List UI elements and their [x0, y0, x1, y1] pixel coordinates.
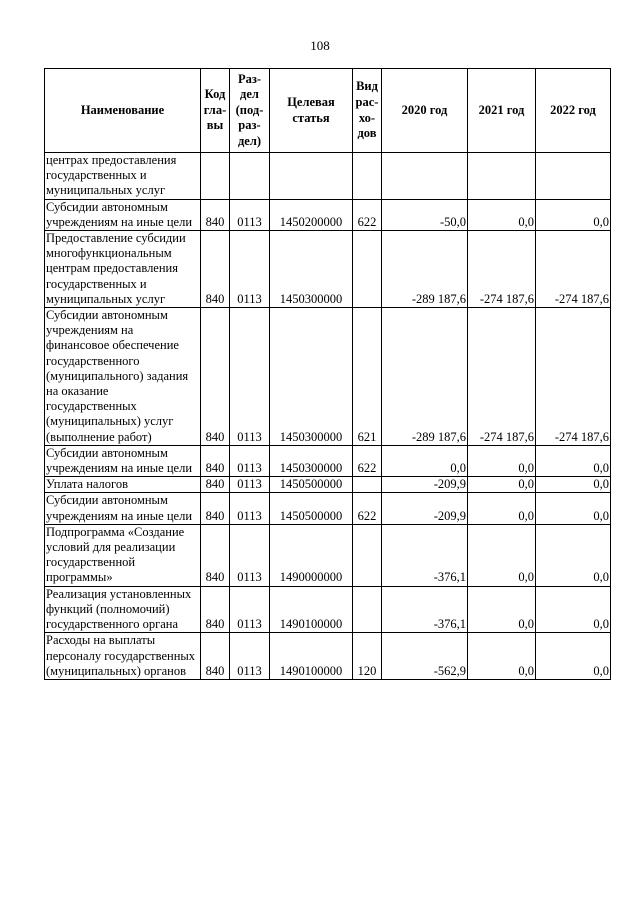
row-statya: 1450200000 — [270, 199, 353, 230]
row-statya: 1490100000 — [270, 633, 353, 680]
row-vid — [353, 231, 382, 308]
row-razdel: 0113 — [230, 199, 270, 230]
row-2022: 0,0 — [536, 477, 611, 493]
row-vid: 622 — [353, 493, 382, 524]
row-statya: 1450500000 — [270, 477, 353, 493]
row-glava: 840 — [201, 586, 230, 633]
row-2021: 0,0 — [468, 445, 536, 476]
row-statya: 1450300000 — [270, 231, 353, 308]
row-2020: -376,1 — [382, 524, 468, 586]
row-vid: 120 — [353, 633, 382, 680]
table-row — [45, 477, 611, 493]
row-vid: 621 — [353, 308, 382, 446]
row-2021: 0,0 — [468, 633, 536, 680]
row-2021 — [468, 153, 536, 200]
row-2021: 0,0 — [468, 493, 536, 524]
row-2021: -274 187,6 — [468, 308, 536, 446]
header-statya: Целевая статья — [270, 69, 353, 153]
row-glava: 840 — [201, 231, 230, 308]
row-name: Субсидии автономным учреждениям на финансовое обеспечение государственного (муниципального) задания на оказание государственных (муниципальных) услуг (выполнение работ) — [45, 308, 201, 446]
table-row — [45, 308, 611, 446]
row-razdel: 0113 — [230, 524, 270, 586]
row-2022: 0,0 — [536, 199, 611, 230]
row-2022: -274 187,6 — [536, 231, 611, 308]
row-vid: 622 — [353, 199, 382, 230]
table-row — [45, 445, 611, 476]
header-2020: 2020 год — [382, 69, 468, 153]
row-name: Субсидии автономным учреждениям на иные цели — [45, 493, 201, 524]
row-statya: 1490000000 — [270, 524, 353, 586]
row-2020: -209,9 — [382, 493, 468, 524]
row-2022: 0,0 — [536, 445, 611, 476]
header-vid: Вид рас- хо- дов — [353, 69, 382, 153]
header-razdel: Раз- дел (под- раз- дел) — [230, 69, 270, 153]
row-2021: 0,0 — [468, 586, 536, 633]
row-statya: 1450300000 — [270, 308, 353, 446]
row-glava: 840 — [201, 633, 230, 680]
row-vid: 622 — [353, 445, 382, 476]
row-statya: 1450500000 — [270, 493, 353, 524]
row-name: Субсидии автономным учреждениям на иные цели — [45, 445, 201, 476]
row-name: Предоставление субсидии многофункциональным центрам предоставления государственных и муниципальных услуг — [45, 231, 201, 308]
row-2020: -50,0 — [382, 199, 468, 230]
row-2020: -289 187,6 — [382, 308, 468, 446]
row-statya: 1490100000 — [270, 586, 353, 633]
row-2021: -274 187,6 — [468, 231, 536, 308]
row-razdel — [230, 153, 270, 200]
row-razdel: 0113 — [230, 231, 270, 308]
row-razdel: 0113 — [230, 586, 270, 633]
row-razdel: 0113 — [230, 477, 270, 493]
row-vid — [353, 586, 382, 633]
row-name: Реализация установленных функций (полномочий) государственного органа — [45, 586, 201, 633]
row-razdel: 0113 — [230, 308, 270, 446]
row-glava: 840 — [201, 493, 230, 524]
row-2022: 0,0 — [536, 633, 611, 680]
row-2020: -562,9 — [382, 633, 468, 680]
table-row — [45, 586, 611, 633]
row-glava — [201, 153, 230, 200]
row-glava: 840 — [201, 445, 230, 476]
row-glava: 840 — [201, 477, 230, 493]
row-name: Расходы на выплаты персоналу государственных (муниципальных) органов — [45, 633, 201, 680]
row-vid — [353, 153, 382, 200]
row-name: центрах предоставления государственных и муниципальных услуг — [45, 153, 201, 200]
page-number: 108 — [310, 38, 330, 53]
row-2020: -376,1 — [382, 586, 468, 633]
row-2022 — [536, 153, 611, 200]
row-2020: 0,0 — [382, 445, 468, 476]
row-name: Подпрограмма «Создание условий для реализации государственной программы» — [45, 524, 201, 586]
row-name: Субсидии автономным учреждениям на иные цели — [45, 199, 201, 230]
header-row — [45, 69, 611, 153]
row-name: Уплата налогов — [45, 477, 201, 493]
header-2021: 2021 год — [468, 69, 536, 153]
table-row — [45, 493, 611, 524]
row-glava: 840 — [201, 199, 230, 230]
table-row — [45, 231, 611, 308]
row-2022: 0,0 — [536, 524, 611, 586]
table-row — [45, 524, 611, 586]
row-vid — [353, 524, 382, 586]
row-statya: 1450300000 — [270, 445, 353, 476]
table-row — [45, 199, 611, 230]
row-statya — [270, 153, 353, 200]
row-2021: 0,0 — [468, 199, 536, 230]
table-row — [45, 633, 611, 680]
row-vid — [353, 477, 382, 493]
row-razdel: 0113 — [230, 445, 270, 476]
row-2020: -209,9 — [382, 477, 468, 493]
row-2022: 0,0 — [536, 493, 611, 524]
row-2022: -274 187,6 — [536, 308, 611, 446]
row-2020: -289 187,6 — [382, 231, 468, 308]
row-glava: 840 — [201, 524, 230, 586]
header-2022: 2022 год — [536, 69, 611, 153]
row-2020 — [382, 153, 468, 200]
row-razdel: 0113 — [230, 633, 270, 680]
row-2021: 0,0 — [468, 477, 536, 493]
header-name: Наименование — [45, 69, 201, 153]
table-row — [45, 153, 611, 200]
budget-table — [44, 68, 611, 680]
row-razdel: 0113 — [230, 493, 270, 524]
row-2022: 0,0 — [536, 586, 611, 633]
row-2021: 0,0 — [468, 524, 536, 586]
row-glava: 840 — [201, 308, 230, 446]
header-glava: Код гла- вы — [201, 69, 230, 153]
